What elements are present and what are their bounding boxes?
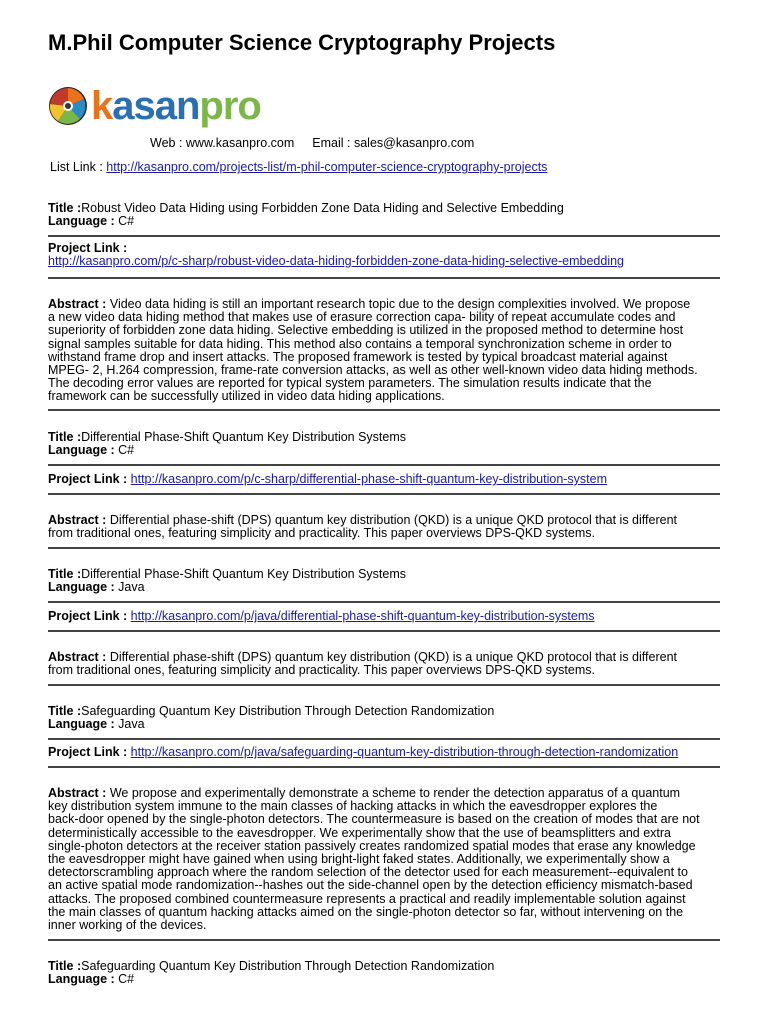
divider [48, 464, 720, 466]
title-label: Title : [48, 704, 82, 718]
language-label: Language : [48, 972, 119, 987]
web-label: Web : [150, 136, 186, 150]
divider [48, 547, 720, 549]
project-link-label: Project Link : [48, 472, 131, 486]
project-language: C# [118, 214, 135, 229]
project-language: C# [118, 972, 135, 987]
project-link-label: Project Link : [48, 745, 131, 759]
title-label: Title : [48, 567, 82, 581]
email-value: sales@kasanpro.com [353, 136, 475, 150]
kasanpro-logo[interactable] [48, 84, 261, 132]
project-language: Java [118, 580, 145, 595]
project-3-link [48, 610, 720, 623]
abstract-label: Abstract : [48, 297, 110, 311]
project-3-header [48, 568, 720, 594]
language-label: Language : [48, 214, 119, 229]
divider [48, 493, 720, 495]
project-2-header [48, 431, 720, 457]
project-title: Safeguarding Quantum Key Distribution Through Detection Randomization [81, 959, 495, 973]
title-label: Title : [48, 201, 82, 215]
project-title: Safeguarding Quantum Key Distribution Through Detection Randomization [81, 704, 495, 718]
project-link-url[interactable]: http://kasanpro.com/p/java/safeguarding-quantum-key-distribution-through-detection-randomization [130, 745, 679, 759]
language-label: Language : [48, 443, 119, 458]
project-title: Robust Video Data Hiding using Forbidden Zone Data Hiding and Selective Embedding [81, 201, 564, 215]
project-3-abstract: Abstract : Differential phase-shift (DPS) quantum key distribution (QKD) is a unique QKD protocol that is different from traditional ones, featuring simplicity and practicality. This paper overviews DPS-QKD systems. [48, 650, 677, 678]
project-4-header [48, 705, 720, 731]
title-label: Title : [48, 959, 82, 973]
project-link-label: Project Link : [48, 609, 131, 623]
project-title: Differential Phase-Shift Quantum Key Distribution Systems [81, 567, 407, 581]
divider [48, 277, 720, 279]
divider [48, 684, 720, 686]
project-4-abstract: Abstract : We propose and experimentally demonstrate a scheme to render the detection apparatus of a quantum key distribution system immune to the main classes of hacking attacks in which the eavesdropper explores the back-door opened by the single-photon detectors. The countermeasure is based on the creation of modes that are not deterministically accessible to the eavesdropper. We experimentally show that the use of beamsplitters and extra single-photon detectors at the receiver station passively creates randomized spatial modes that erase any knowledge the eavesdropper might have gained when using bright-light faked states. Additionally, we experimentally show a detectorscrambling approach where the random selection of the detector used for each measurement--equivalent to an active spatial mode randomization--hashes out the side-channel open by the detection efficiency mismatch-based attacks. The proposed combined countermeasure represents a practical and readily implementable solution against the main classes of quantum hacking attacks aimed on the single-photon detector so far, without intervening on the inner working of the devices. [48, 786, 700, 933]
project-2-abstract: Abstract : Differential phase-shift (DPS) quantum key distribution (QKD) is a unique QKD protocol that is different from traditional ones, featuring simplicity and practicality. This paper overviews DPS-QKD systems. [48, 513, 677, 541]
project-link-url[interactable]: http://kasanpro.com/p/c-sharp/robust-video-data-hiding-forbidden-zone-data-hiding-selective-embedding [48, 254, 625, 269]
list-link-line [50, 160, 547, 174]
project-1-header [48, 202, 720, 228]
divider [48, 235, 720, 237]
divider [48, 766, 720, 768]
project-link-label: Project Link : [48, 241, 128, 255]
project-link-url[interactable]: http://kasanpro.com/p/c-sharp/differential-phase-shift-quantum-key-distribution-system [130, 472, 608, 486]
project-1-abstract: Abstract : Video data hiding is still an important research topic due to the design complexities involved. We propose a new video data hiding method that makes use of erasure correction capa- bility of repeat accumulate codes and superiority of forbidden zone data hiding. Selective embedding is utilized in the proposed method to determine host signal samples suitable for data hiding. This method also contains a temporal synchronization scheme in order to withstand frame drop and insert attacks. The proposed framework is tested by typical broadcast material against MPEG- 2, H.264 compression, frame-rate conversion attacks, as well as other well-known video data hiding methods. The decoding error values are reported for typical system parameters. The simulation results indicate that the framework can be successfully utilized in video data hiding applications. [48, 297, 698, 404]
list-link-url[interactable]: http://kasanpro.com/projects-list/m-phil-computer-science-cryptography-projects [106, 160, 548, 174]
language-label: Language : [48, 580, 119, 595]
project-1-link [48, 242, 720, 268]
language-label: Language : [48, 717, 119, 732]
kasanpro-logo-icon [48, 86, 88, 126]
divider [48, 630, 720, 632]
logo-wordmark: kasanpro [91, 84, 261, 128]
contact-line [150, 136, 474, 150]
abstract-label: Abstract : [48, 786, 110, 800]
email-label: Email : [312, 136, 354, 150]
project-4-link [48, 746, 720, 759]
title-label: Title : [48, 430, 82, 444]
divider [48, 409, 720, 411]
project-title: Differential Phase-Shift Quantum Key Distribution Systems [81, 430, 407, 444]
page-title: M.Phil Computer Science Cryptography Projects [48, 30, 556, 55]
abstract-label: Abstract : [48, 513, 110, 527]
project-2-link [48, 473, 720, 486]
project-language: C# [118, 443, 135, 458]
project-language: Java [118, 717, 145, 732]
web-value: www.kasanpro.com [185, 136, 295, 150]
abstract-label: Abstract : [48, 650, 110, 664]
list-link-label: List Link : [50, 160, 107, 174]
project-5-header [48, 960, 720, 986]
project-link-url[interactable]: http://kasanpro.com/p/java/differential-phase-shift-quantum-key-distribution-systems [130, 609, 595, 623]
divider [48, 939, 720, 941]
divider [48, 601, 720, 603]
divider [48, 738, 720, 740]
